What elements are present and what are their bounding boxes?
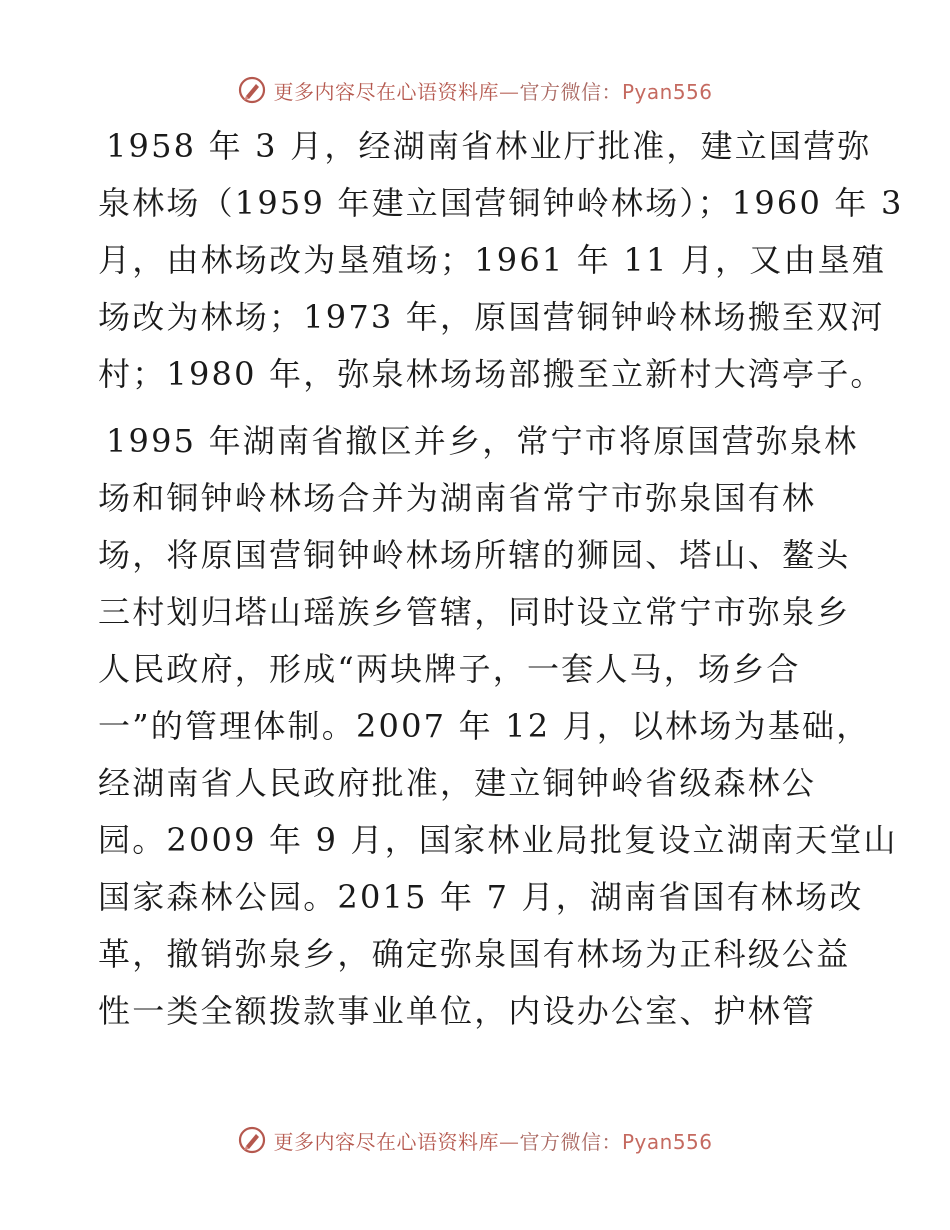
text-line: 村；1980 年，弥泉林场场部搬至立新村大湾亭子。: [98, 355, 885, 393]
document-body: [98, 118, 904, 1050]
banner-text: [273, 76, 712, 105]
text-line: 一”的管理体制。2007 年 12 月，以林场为基础，: [98, 707, 871, 745]
footer-watermark-banner: [0, 1120, 950, 1160]
text-line: 场改为林场；1973 年，原国营铜钟岭林场搬至双河: [98, 298, 885, 336]
text-line: 国家森林公园。2015 年 7 月，湖南省国有林场改: [98, 878, 864, 916]
text-line: 场，将原国营铜钟岭林场所辖的狮园、塔山、鳌头: [98, 536, 851, 574]
text-line: 三村划归塔山瑶族乡管辖，同时设立常宁市弥泉乡: [98, 593, 851, 631]
header-watermark-banner: [0, 70, 950, 110]
banner-separator: —: [498, 79, 520, 104]
pen-nib-circle-icon: [237, 1125, 267, 1155]
text-line: 性一类全额拨款事业单位，内设办公室、护林管: [98, 992, 817, 1030]
text-line: 经湖南省人民政府批准，建立铜钟岭省级森林公: [98, 764, 817, 802]
text-line: 园。2009 年 9 月，国家林业局批复设立湖南天堂山: [98, 821, 898, 859]
pen-nib-circle-icon: [237, 75, 267, 105]
text-line: 1995 年湖南省撤区并乡，常宁市将原国营弥泉林: [106, 422, 859, 460]
wechat-account: Pyan556: [621, 79, 713, 104]
paragraph-1: [98, 118, 904, 403]
text-line: 月，由林场改为垦殖场；1961 年 11 月，又由垦殖: [98, 241, 887, 279]
banner-separator: —: [498, 1129, 520, 1154]
wechat-label: 官方微信：: [519, 79, 622, 104]
brand-text: 更多内容尽在心语资料库: [273, 1129, 499, 1154]
wechat-label: 官方微信：: [519, 1129, 622, 1154]
brand-text: 更多内容尽在心语资料库: [273, 79, 499, 104]
text-line: 革，撤销弥泉乡，确定弥泉国有林场为正科级公益: [98, 935, 851, 973]
wechat-account: Pyan556: [621, 1129, 713, 1154]
text-line: 人民政府，形成“两块牌子，一套人马，场乡合: [98, 650, 801, 688]
text-line: 泉林场（1959 年建立国营铜钟岭林场）；1960 年 3: [98, 184, 904, 222]
banner-text: [273, 1126, 712, 1155]
paragraph-2: [98, 413, 898, 1040]
text-line: 1958 年 3 月，经湖南省林业厅批准，建立国营弥: [106, 127, 872, 165]
text-line: 场和铜钟岭林场合并为湖南省常宁市弥泉国有林: [98, 479, 817, 517]
